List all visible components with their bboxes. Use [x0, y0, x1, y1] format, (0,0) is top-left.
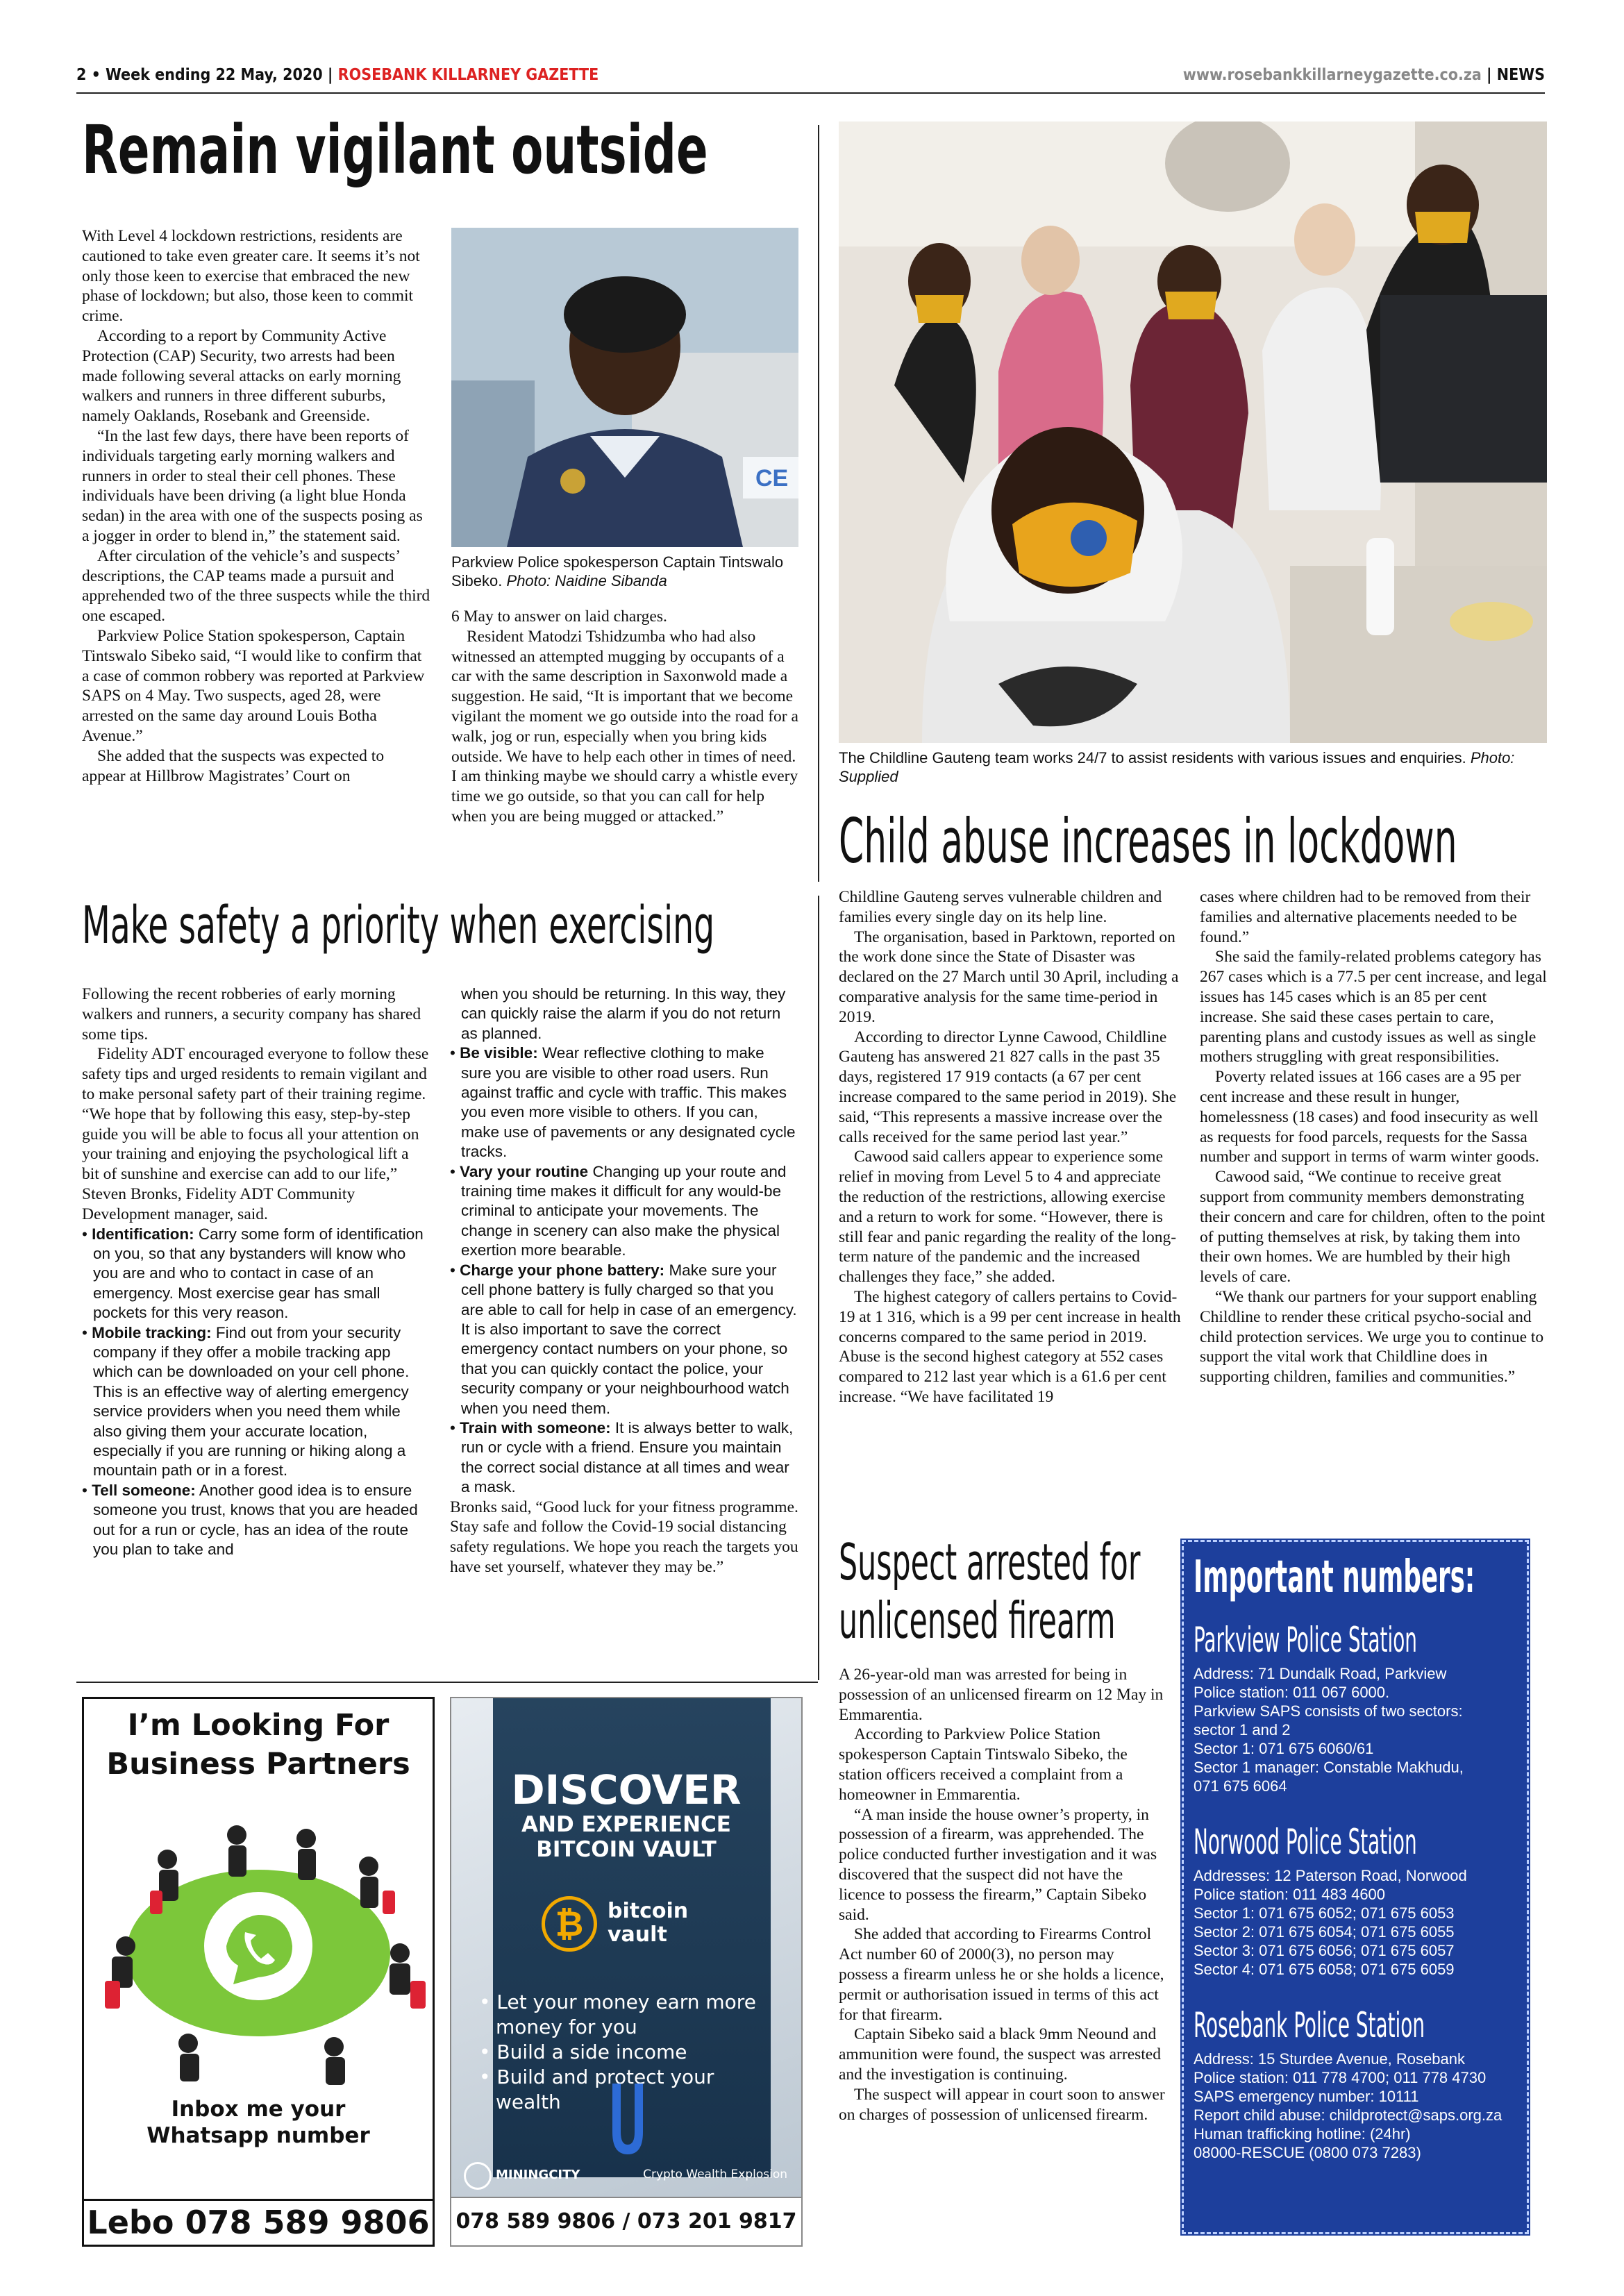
detail-line: Address: 71 Dundalk Road, Parkview — [1194, 1665, 1447, 1682]
ad1-inbox — [84, 2096, 433, 2149]
paragraph: She said the family-related problems category has 267 cases which is a 77.5 per cent increase, and legal issues has 145 cases which is an 85 per cent increase. She said these cases pertain to care, parenting plans and custody issues as well as single mothers struggling with great responsibilities. — [1200, 948, 1547, 1066]
tip-text: Wear reflective clothing to make sure you are visible to other road users. Run against traffic and cycle with traffic. This makes you even more visible to others. If you can, make use of pavements or any designated cycle tracks. — [461, 1044, 796, 1161]
tip-label: Identification: — [92, 1225, 194, 1243]
logo-word: bitcoin — [608, 1899, 689, 1923]
station-details-rosebank — [1194, 2050, 1517, 2162]
paragraph: Fidelity ADT encouraged everyone to follow these safety tips and urged residents to remain vigilant and to make personal safety part of their training regime. “We hope that by following this easy, step-by-step guide you will be able to focus all your attention on your training and enjoying the psychological lift a bit of sunshine and exercise can add to our life,” Steven Bronks, Fidelity ADT Community Development manager, said. — [82, 1045, 429, 1223]
miningcity-u-icon — [607, 2084, 648, 2160]
column-rule — [818, 896, 819, 1680]
story3-headline: Child abuse increases in lockdown — [839, 805, 1457, 877]
business-partners-ad[interactable] — [82, 1697, 435, 2247]
paragraph: According to Parkview Police Station spokesperson Captain Tintswalo Sibeko, the station officers received a complaint from a homeowner in Emmarentia. — [839, 1725, 1128, 1804]
story2-headline: Make safety a priority when exercising — [82, 896, 715, 955]
tips-list-1 — [82, 1225, 429, 1560]
detail-line: Parkview SAPS consists of two sectors: — [1194, 1702, 1463, 1720]
paragraph: According to a report by Community Active Protection (CAP) Security, two arrests had been made following several attacks on early morning walkers and runners in three different suburbs, namely Oaklands, Rosebank and Greenside. — [82, 326, 401, 426]
paragraph: She added that the suspects was expected to appear at Hillbrow Magistrates’ Court on — [82, 746, 385, 785]
paragraph: The suspect will appear in court soon to answer on charges of possession of unlicensed firearm. — [839, 2085, 1165, 2124]
paragraph: The highest category of callers pertains to Covid-19 at 1 316, which is a 99 per cent increase in health concerns compared to the same period in 2019. Abuse is the second highest category at 552 cases compared to 212 last year which is a 61.6 per cent increase. “We have facilitated 19 — [839, 1287, 1181, 1406]
detail-line: sector 1 and 2 — [1194, 1721, 1291, 1738]
story2-column-2 — [450, 984, 798, 1577]
tip-text: Changing up your route and training time makes it difficult for any would-be criminal to anticipate your movements. The change in scenery can also make the physical exertion more bearable. — [461, 1162, 787, 1259]
ad2-bullet: • Let your money earn more money for you — [479, 1991, 756, 2038]
station-details-norwood — [1194, 1866, 1517, 1979]
section-name: NEWS — [1496, 66, 1545, 84]
tip-item: • Tell someone: Another good idea is to ensure someone you trust, knows that you are headed out for a run or cycle, has an idea of the route you plan to take and — [82, 1481, 418, 1559]
story4-body — [839, 1665, 1165, 2125]
bitcoin-icon: ₿ — [542, 1896, 597, 1952]
tip-text: Make sure your cell phone battery is fully charged so that you are able to call for help in case of an emergency. It is also important to save the correct emergency contact numbers on your phone, so that you can quickly contact the police, your security company or your neighbourhood watch when you need them. — [461, 1261, 797, 1417]
detail-line: Sector 1 manager: Constable Makhudu, — [1194, 1759, 1464, 1776]
ad2-brand: MININGCITY — [496, 2168, 580, 2182]
tip-item: • Identification: Carry some form of identification on you, so that any bystanders will know who you are and who to contact in case of an emergency. Most exercise gear has small pockets for this very reason. — [82, 1225, 424, 1322]
tip-label: Be visible: — [460, 1044, 538, 1062]
miningcity-logo-icon — [464, 2162, 492, 2190]
header-divider: | — [327, 66, 333, 84]
tips-list-2 — [450, 984, 798, 1498]
paragraph: With Level 4 lockdown restrictions, residents are cautioned to take even greater care. It seems it’s not only those keen to exercise that embraced the new phase of lockdown; but also, those keen to commit crime. — [82, 227, 420, 326]
tip-text: It is always better to walk, run or cycle with a friend. Ensure you maintain the correct social distance at all times and wear a mask. — [461, 1418, 794, 1496]
paragraph: Cawood said callers appear to experience some relief in moving from Level 5 to 4 and appreciate the reduction of the restrictions, allowing exercise and a return to work for some. “However, there is still fear and panic regarding the reality of the long-term nature of the pandemic and the increased challenges they face,” she added. — [839, 1148, 1177, 1287]
numbers-title: Important numbers: — [1194, 1552, 1475, 1603]
detail-line[interactable]: Police station: 011 483 4600 — [1194, 1886, 1386, 1903]
header-divider: | — [1487, 66, 1492, 84]
headline-line: Suspect arrested for — [839, 1533, 1141, 1591]
story1-column-1 — [82, 226, 430, 786]
bullet-text: Let your money earn more money for you — [496, 1991, 756, 2038]
ad1-title-line: Business Partners — [106, 1747, 410, 1782]
tip-text: Another good idea is to ensure someone you trust, knows that you are headed out for a run or cycle, has an idea of the route you plan to take and — [93, 1481, 418, 1559]
story1-column-2 — [451, 607, 798, 827]
tip-label: Mobile tracking: — [92, 1323, 212, 1341]
paragraph: Captain Sibeko said a black 9mm Neound and ammunition were found, the suspect was arrested and the investigation is continuing. — [839, 2025, 1161, 2084]
ad2-heading — [451, 1768, 801, 1862]
paragraph: She added that according to Firearms Control Act number 60 of 2000(3), no person may possess a firearm unless he or she holds a licence, permit or authorisation issued in terms of this act for that firearm. — [839, 1925, 1164, 2024]
station-name-norwood: Norwood Police Station — [1194, 1822, 1417, 1862]
photo-credit: Photo: Supplied — [839, 749, 1515, 785]
header-bullet: • — [91, 66, 101, 84]
caption-text: Parkview Police spokesperson Captain Tintswalo Sibeko. — [451, 553, 784, 589]
tip-continuation: when you should be returning. In this way, they can quickly raise the alarm if you do not return as planned. — [461, 985, 786, 1042]
detail-line: Human trafficking hotline: (24hr) — [1194, 2125, 1411, 2143]
story1-headline: Remain vigilant outside — [82, 111, 708, 189]
tip-text: Find out from your security company if they offer a mobile tracking app which can be downloaded on your cell phone. This is an effective way of alerting emergency service providers when you need them while also giving them your accurate location, especially if you are running or hiking along a mountain path or in a forest. — [93, 1323, 410, 1480]
ad1-inbox-line: Whatsapp number — [147, 2123, 370, 2148]
logo-word: vault — [608, 1922, 667, 1947]
tip-item: • Train with someone: It is always better to walk, run or cycle with a friend. Ensure you maintain the correct social distance at all times and wear a mask. — [450, 1418, 794, 1496]
detail-line[interactable]: Report child abuse: childprotect@saps.org.za — [1194, 2106, 1502, 2124]
tip-label: Tell someone: — [92, 1481, 196, 1499]
detail-line[interactable]: 071 675 6064 — [1194, 1777, 1287, 1795]
tip-text: Carry some form of identification on you, so that any bystanders will know who you are and who to contact in case of an emergency. Most exercise gear has small pockets for this very reason. — [93, 1225, 424, 1322]
bitcoin-vault-ad[interactable] — [450, 1697, 803, 2247]
tip-label: Train with someone: — [460, 1418, 611, 1436]
paragraph: Following the recent robberies of early morning walkers and runners, a security company has shared some tips. — [82, 985, 421, 1044]
station-details-parkview — [1194, 1664, 1517, 1795]
paragraph: According to director Lynne Cawood, Childline Gauteng has answered 21 827 calls in the past 35 days, registered 17 919 contacts (a 67 per cent increase compared to the same period in 2019). She said, “This represents a massive increase over the calls received for the same period last year.” — [839, 1028, 1177, 1146]
ad1-inbox-line: Inbox me your — [171, 2097, 346, 2122]
paragraph: Childline Gauteng serves vulnerable children and families every single day on its help line. — [839, 888, 1162, 926]
paragraph: “A man inside the house owner’s property, in possession of a firearm, was apprehended. The police conducted further investigation and it was discovered that the suspect did not have the licence to possess the firearm,” Captain Sibeko said. — [839, 1805, 1157, 1924]
detail-line[interactable]: Sector 3: 071 675 6056; 071 675 6057 — [1194, 1942, 1455, 1959]
paragraph: Cawood said, “We continue to receive great support from community members demonstrating their concern and care for children, often to the point of putting themselves at risk, by taking them into their own homes. We are humbled by their high levels of care. — [1200, 1168, 1546, 1287]
ad2-subtitle: BITCOIN VAULT — [536, 1837, 717, 1862]
paper-name: ROSEBANK KILLARNEY GAZETTE — [337, 66, 599, 84]
paragraph: 6 May to answer on laid charges. — [451, 607, 667, 626]
ad2-phones[interactable]: 078 589 9806 / 073 201 9817 — [451, 2197, 801, 2245]
detail-line: Address: 15 Sturdee Avenue, Rosebank — [1194, 2050, 1465, 2068]
station-name-parkview: Parkview Police Station — [1194, 1620, 1417, 1660]
tip-item: • Mobile tracking: Find out from your security company if they offer a mobile tracking app which can be downloaded on your cell phone. This is an effective way of alerting emergency service providers when you need them while also giving them your accurate location, especially if you are running or hiking along a mountain path or in a forest. — [82, 1323, 410, 1480]
ad1-contact[interactable]: Lebo 078 589 9806 — [84, 2199, 433, 2245]
ad1-title-line: I’m Looking For — [127, 1708, 390, 1743]
svg-text:CE: CE — [755, 465, 789, 492]
ad1-title — [84, 1706, 433, 1784]
ad2-bullet: • Build and protect your wealth — [479, 2065, 714, 2113]
ad2-logo-text — [608, 1900, 688, 1947]
paragraph: Resident Matodzi Tshidzumba who had also witnessed an attempted mugging by occupants of a car with the same description in Saxonwold made a suggestion. He said, “It is important that we become vigilant the moment we go outside into the road for a walk, jog or run, especially when you bring kids outside. We have to help each other in times of need. I am thinking maybe we should carry a whistle every time we go outside, so that you can call for help when you are being mugged or attacked.” — [451, 627, 798, 826]
story3-column-1 — [839, 887, 1183, 1407]
paragraph: Bronks said, “Good luck for your fitness programme. Stay safe and follow the Covid-19 social distancing safety regulations. We hope you reach the targets you have set yourself, whatever they may be.” — [450, 1498, 798, 1576]
paper-url[interactable]: www.rosebankkillarneygazette.co.za — [1182, 66, 1482, 84]
headline-line: unlicensed firearm — [839, 1591, 1116, 1650]
ad2-tagline: Crypto Wealth Explosion — [643, 2168, 787, 2181]
detail-line[interactable]: Sector 4: 071 675 6058; 071 675 6059 — [1194, 1961, 1455, 1978]
childline-team-photo — [839, 121, 1547, 743]
main-photo-caption — [839, 748, 1547, 786]
page-header — [76, 66, 1545, 94]
police-photo-caption — [451, 553, 798, 590]
tip-item: • Be visible: Wear reflective clothing to make sure you are visible to other road users. Run against traffic and cycle with traffic. This makes you even more visible to others. If you can, make use of pavements or any designated cycle tracks. — [450, 1044, 796, 1161]
paragraph: cases where children had to be removed from their families and alternative placements needed to be found.” — [1200, 888, 1531, 946]
station-name-rosebank: Rosebank Police Station — [1194, 2005, 1425, 2045]
photo-credit: Photo: Naidine Sibanda — [506, 572, 667, 589]
police-spokesperson-photo — [451, 228, 798, 547]
tip-item: • Vary your routine Changing up your route and training time makes it difficult for any would-be criminal to anticipate your movements. The change in scenery can also make the physical exertion more bearable. — [450, 1162, 787, 1259]
story2-closing — [450, 1498, 798, 1577]
paragraph: “In the last few days, there have been reports of individuals targeting early morning walkers and runners in order to steal their cell phones. These individuals have been driving (a light blue Honda sedan) in the area with one of the suspects posing as a jogger in order to blend in,” the statement said. — [82, 426, 423, 545]
detail-line: Addresses: 12 Paterson Road, Norwood — [1194, 1867, 1467, 1884]
tip-label: Vary your routine — [460, 1162, 589, 1180]
issue-date: Week ending 22 May, 2020 — [106, 66, 323, 84]
section-rule — [76, 1682, 818, 1683]
paragraph: “We thank our partners for your support enabling Childline to render these critical psycho-social and child protection services. We urge you to continue to support the vital work that Childline does in supporting children, families and communities.” — [1200, 1287, 1544, 1386]
column-rule — [818, 125, 819, 882]
paragraph: A 26-year-old man was arrested for being in possession of an unlicensed firearm on 12 May in Emmarentia. — [839, 1666, 1164, 1724]
detail-line[interactable]: Sector 2: 071 675 6054; 071 675 6055 — [1194, 1923, 1455, 1941]
header-right — [1183, 66, 1545, 84]
header-left — [76, 66, 598, 84]
caption-text: The Childline Gauteng team works 24/7 to assist residents with various issues and enquiries. — [839, 749, 1466, 766]
ad2-title: DISCOVER — [511, 1766, 742, 1813]
paragraph: The organisation, based in Parktown, reported on the work done since the State of Disaster was declared on the 27 March until 30 April, including a comparative analysis for the same time-period in 2019. — [839, 928, 1179, 1026]
meeting-table-illustration — [84, 1786, 433, 2092]
detail-line[interactable]: Police station: 011 778 4700; 011 778 4730 — [1194, 2069, 1487, 2086]
portrait-illustration — [451, 228, 798, 547]
detail-line[interactable]: Sector 1: 071 675 6060/61 — [1194, 1740, 1374, 1757]
paragraph: Poverty related issues at 166 cases are a 95 per cent increase and these result in hunger, homelessness (18 cases) and food insecurity as well as requests for food parcels, requests for the Sassa number and support in terms of warm winter goods. — [1200, 1068, 1539, 1166]
detail-line[interactable]: Sector 1: 071 675 6052; 071 675 6053 — [1194, 1904, 1455, 1922]
important-numbers-box — [1182, 1540, 1529, 2234]
bullet-text: Build and protect your wealth — [496, 2065, 714, 2113]
tip-item: • Charge your phone battery: Make sure your cell phone battery is fully charged so that you are able to call for help in case of an emergency. It is also important to save the correct emergency contact numbers on your phone, so that you can quickly contact the police, your security company or your neighbourhood watch when you need them. — [450, 1261, 797, 1417]
page-number: 2 — [76, 66, 87, 84]
detail-line[interactable]: Police station: 011 067 6000. — [1194, 1684, 1390, 1701]
bullet-text: Build a side income — [496, 2041, 687, 2063]
detail-line[interactable]: 08000-RESCUE (0800 073 7283) — [1194, 2144, 1421, 2161]
ad2-bullet: • Build a side income — [479, 2041, 687, 2063]
tip-label: Charge your phone battery: — [460, 1261, 665, 1279]
ad2-subtitle: AND EXPERIENCE — [521, 1812, 731, 1837]
story3-column-2 — [1200, 887, 1547, 1387]
paragraph: Parkview Police Station spokesperson, Captain Tintswalo Sibeko said, “I would like to confirm that a case of common robbery was reported at Parkview SAPS on 4 May. Two suspects, aged 28, were arrested on the same day around Louis Botha Avenue.” — [82, 626, 425, 745]
paragraph: After circulation of the vehicle’s and suspects’ descriptions, the CAP teams made a pursuit and apprehended two of the three suspects while the third one escaped. — [82, 546, 430, 626]
story2-column-1 — [82, 984, 429, 1559]
story4-headline — [839, 1533, 1140, 1650]
group-photo-illustration — [839, 121, 1547, 743]
detail-line[interactable]: SAPS emergency number: 10111 — [1194, 2088, 1419, 2105]
